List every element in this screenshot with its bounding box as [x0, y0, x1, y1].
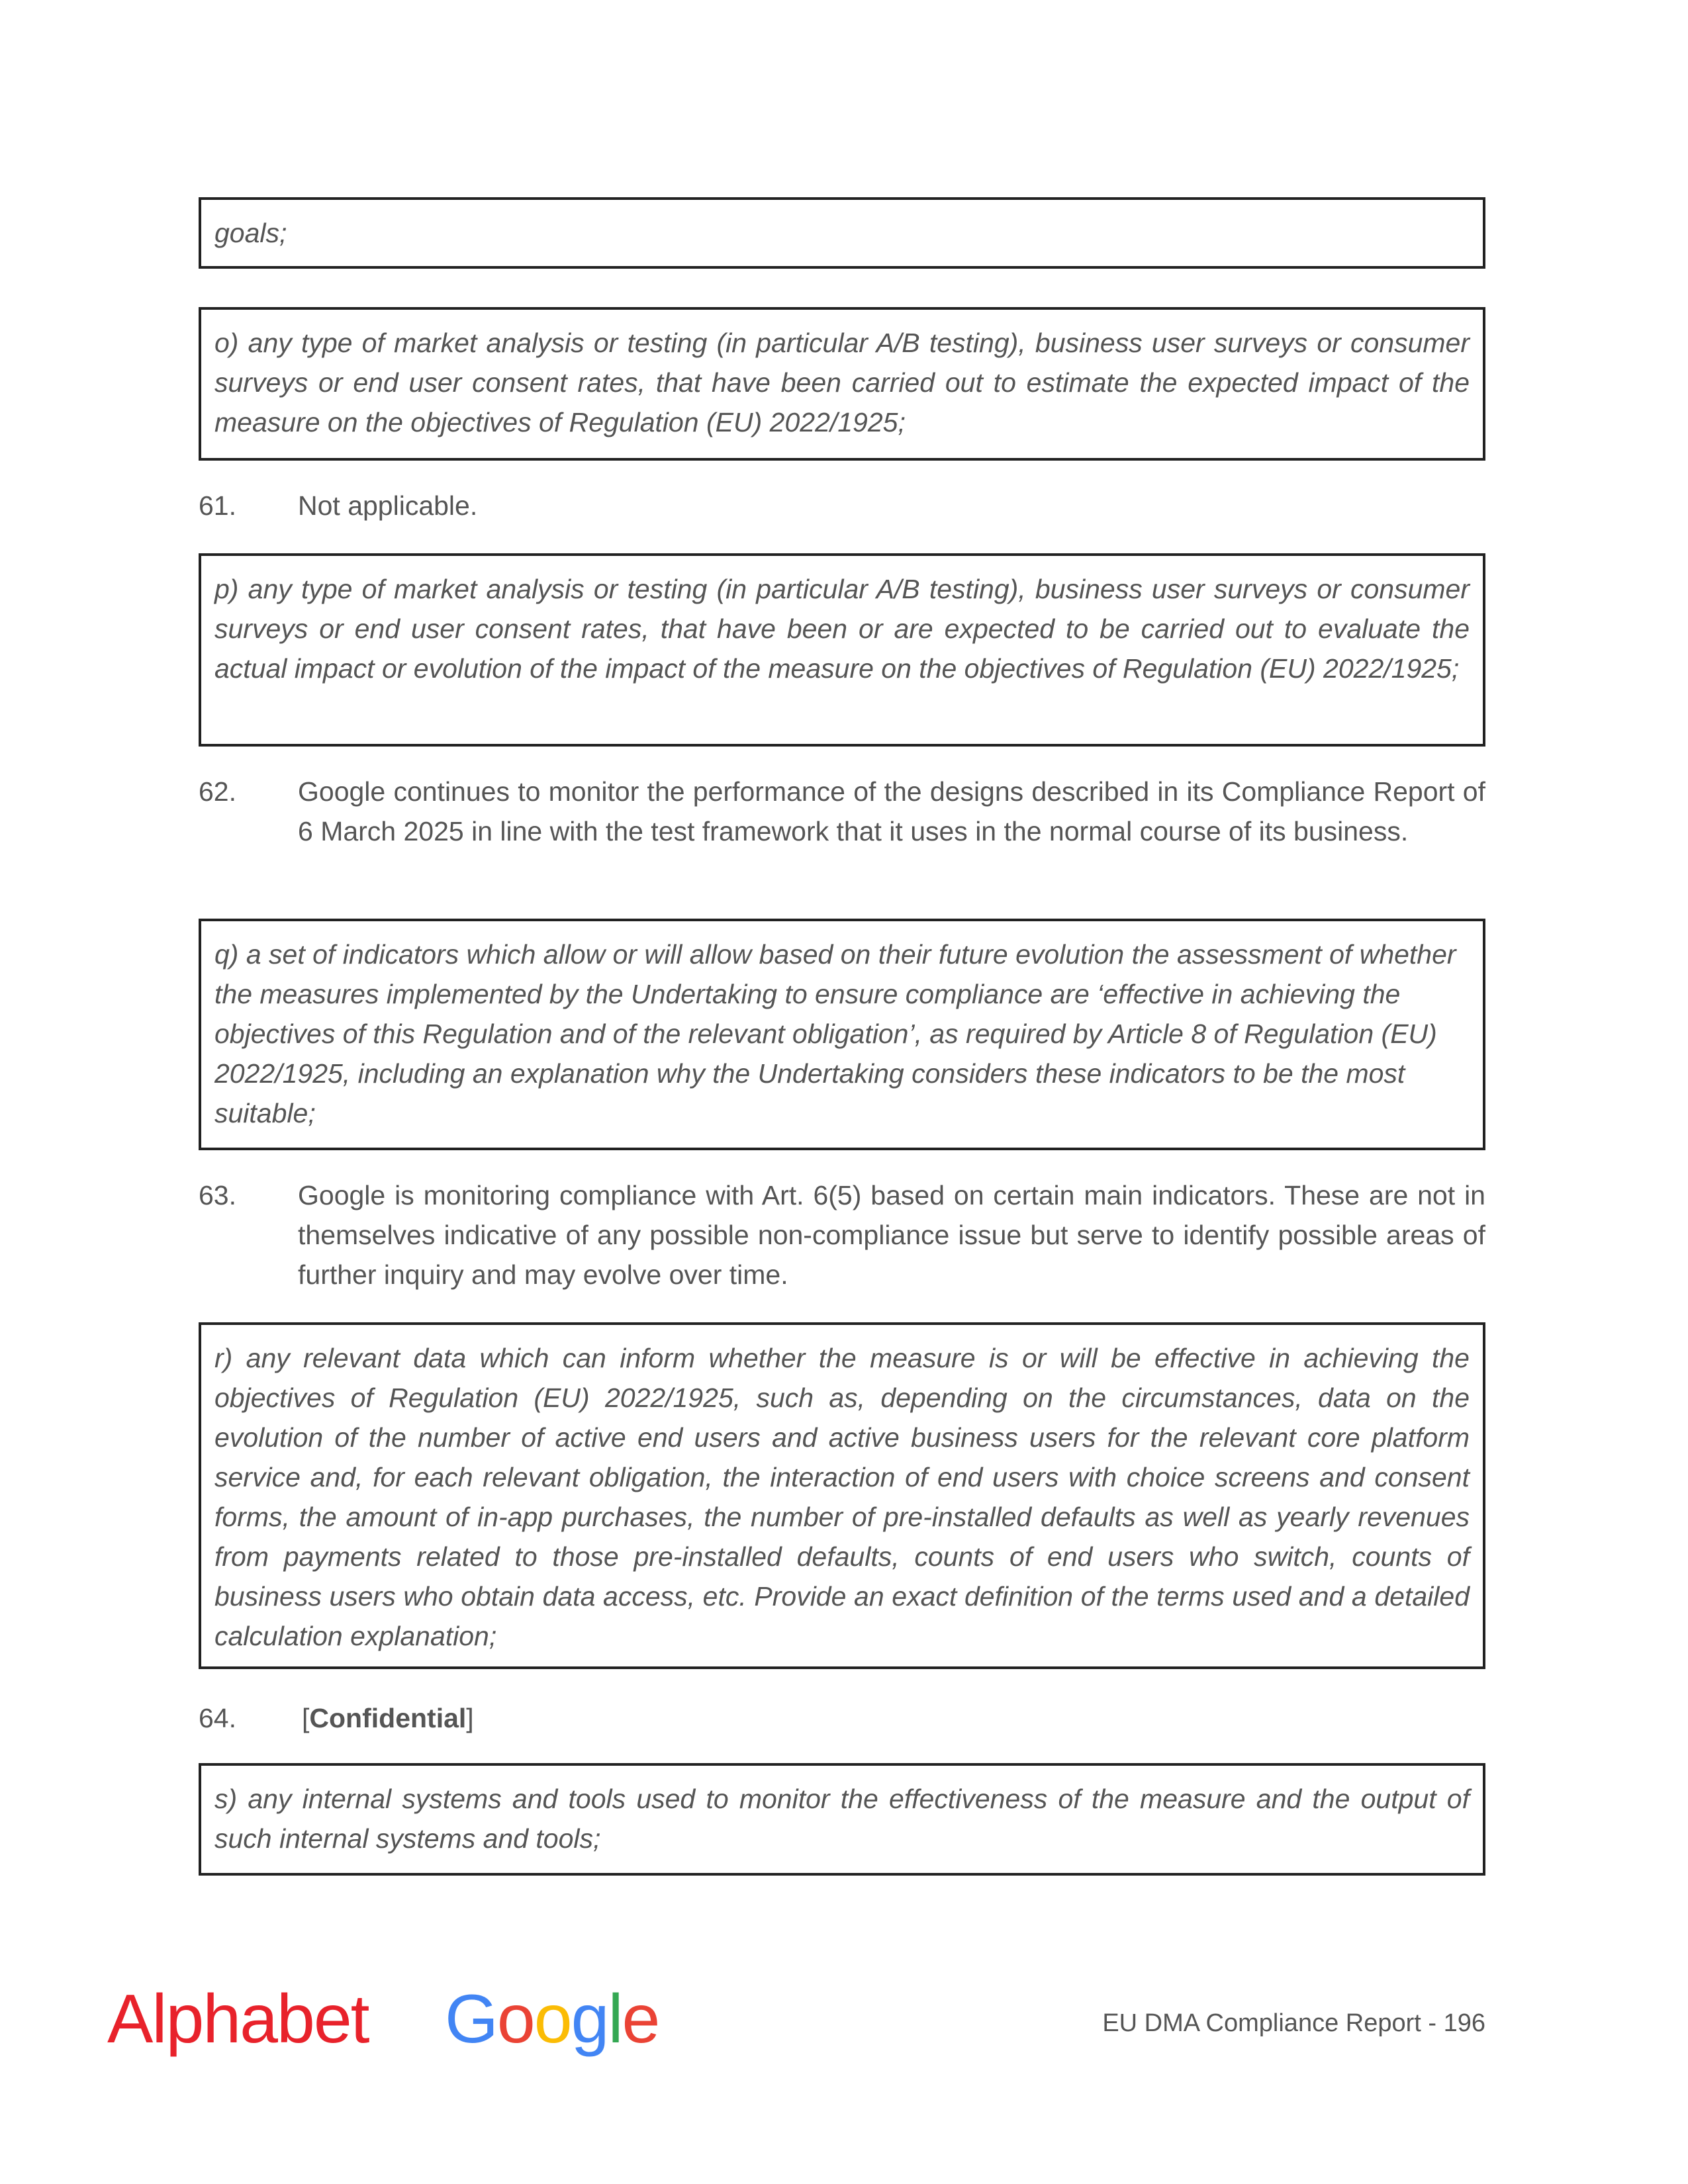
paragraph-text: Google continues to monitor the performance of the designs described in its Compliance Report of 6 March 2025 in line with the test framework that it uses in the normal course of its business.	[298, 776, 1485, 846]
bracket-close: ]	[466, 1703, 474, 1733]
question-box-q	[199, 919, 1485, 1150]
question-text: s) any internal systems and tools used to monitor the effectiveness of the measure and the output of such internal systems and tools;	[214, 1784, 1470, 1854]
question-text: p) any type of market analysis or testing (in particular A/B testing), business user surveys or consumer surveys or end user consent rates, that have been or are expected to be carried out to evaluate the actual impact or evolution of the impact of the measure on the objectives of Regulation (EU) 2022/1925;	[214, 574, 1470, 684]
google-logo-letter: l	[608, 1981, 622, 2058]
bracket-open: [	[302, 1703, 310, 1733]
question-text: q) a set of indicators which allow or will allow based on their future evolution the assessment of whether the measures implemented by the Undertaking to ensure compliance are ‘effective in achieving the objectives of this Regulation and of the relevant obligation’, as required by Article 8 of Regulation (EU) 2022/1925, including an explanation why the Undertaking considers these indicators to be the most suitable;	[214, 939, 1456, 1128]
question-box-n-tail	[199, 197, 1485, 269]
google-logo	[445, 1980, 659, 2059]
alphabet-logo: Alphabet	[107, 1981, 369, 2058]
question-box-s	[199, 1763, 1485, 1876]
paragraph-text: Google is monitoring compliance with Art. 6(5) based on certain main indicators. These are not in themselves indicative of any possible non-compliance issue but serve to identify possible areas of further inquiry and may evolve over time.	[298, 1180, 1485, 1290]
question-box-r	[199, 1322, 1485, 1669]
paragraph-number: 63.	[199, 1180, 236, 1210]
paragraph-64	[199, 1698, 1485, 1738]
confidential-label: Confidential	[309, 1703, 467, 1733]
paragraph-number: 61.	[199, 490, 236, 521]
paragraph-text: Not applicable.	[298, 490, 478, 521]
paragraph-text	[302, 1698, 1485, 1738]
question-box-o	[199, 307, 1485, 461]
question-text: r) any relevant data which can inform whether the measure is or will be effective in achieving the objectives of Regulation (EU) 2022/1925, such as, depending on the circumstances, data on the evolution of the number of active end users and active business users for the relevant core platform service and, for each relevant obligation, the interaction of end users with choice screens and consent forms, the amount of in-app purchases, the number of pre-installed defaults as well as yearly revenues from payments related to those pre-installed defaults, counts of end users who switch, counts of business users who obtain data access, etc. Provide an exact definition of the terms used and a detailed calculation explanation;	[214, 1343, 1470, 1651]
google-logo-letter: o	[496, 1981, 534, 2058]
paragraph-number: 64.	[199, 1703, 236, 1733]
google-logo-letters	[445, 1981, 659, 2058]
footer-report-label: EU DMA Compliance Report - 196	[1102, 2009, 1485, 2037]
question-text: goals;	[214, 218, 287, 248]
google-logo-letter: g	[571, 1981, 608, 2058]
question-text: o) any type of market analysis or testing (in particular A/B testing), business user surveys or consumer surveys or end user consent rates, that have been carried out to estimate the expected impact of the measure on the objectives of Regulation (EU) 2022/1925;	[214, 328, 1470, 437]
google-logo-letter: o	[534, 1981, 571, 2058]
google-logo-letter: e	[622, 1981, 659, 2058]
question-box-p	[199, 553, 1485, 747]
paragraph-61	[199, 486, 1485, 525]
paragraph-62	[199, 772, 1485, 851]
google-logo-letter: G	[445, 1981, 497, 2058]
paragraph-63	[199, 1175, 1485, 1295]
paragraph-number: 62.	[199, 776, 236, 807]
